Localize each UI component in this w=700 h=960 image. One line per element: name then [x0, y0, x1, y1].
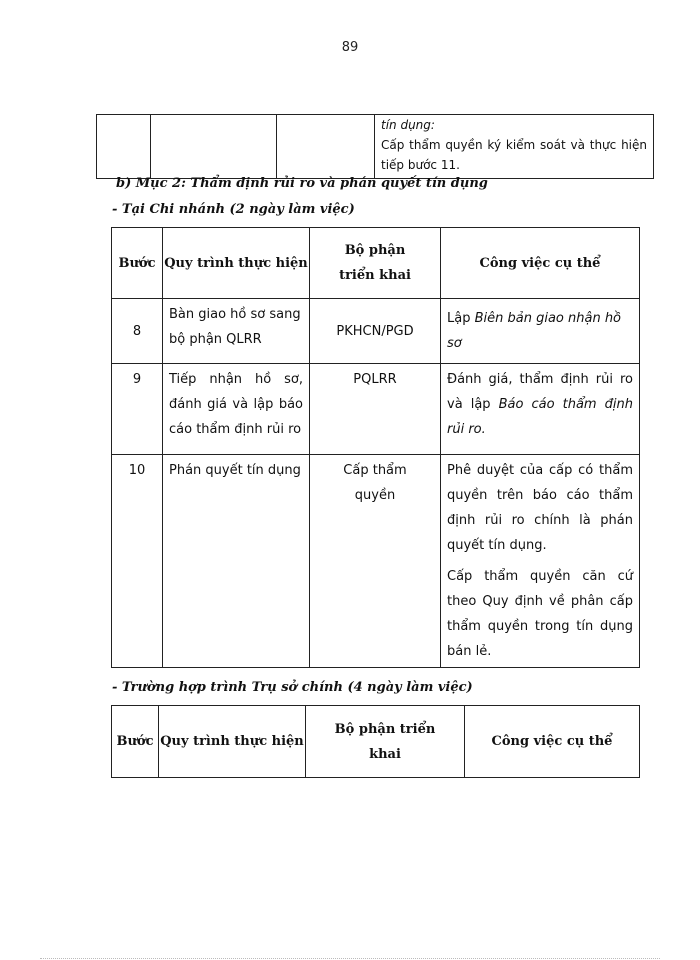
table-header-row [112, 228, 640, 299]
dept-cell: PQLRR [310, 364, 441, 455]
cont-task-cell [375, 115, 654, 179]
branch-title: - Tại Chi nhánh (2 ngày làm việc) [112, 202, 355, 217]
cont-process-cell [151, 115, 277, 179]
head-office-process-table [111, 705, 640, 778]
cont-task-text: Cấp thẩm quyền ký kiểm soát và thực hiện tiếp bước 11. [381, 138, 647, 172]
table-row [112, 299, 640, 364]
task-prefix: Lập [447, 311, 475, 326]
cont-dept-cell [277, 115, 375, 179]
header-task: Công việc cụ thể [441, 228, 640, 299]
header-process: Quy trình thực hiện [163, 228, 310, 299]
task-cell [441, 455, 640, 668]
step-cell: 8 [112, 299, 163, 364]
step-cell: 10 [112, 455, 163, 668]
process-cell: Bàn giao hồ sơ sang bộ phận QLRR [163, 299, 310, 364]
process-cell: Tiếp nhận hồ sơ, đánh giá và lập báo cáo thẩm định rủi ro [163, 364, 310, 455]
section-b-title: b) Mục 2: Thẩm định rủi ro và phán quyết tín dụng [116, 176, 488, 191]
table-row [112, 455, 640, 668]
task-italic: Biên bản giao nhận hồ sơ [447, 311, 622, 351]
dept-cell: Cấp thẩm quyền [310, 455, 441, 668]
cont-task-italic: tín dụng: [381, 118, 435, 132]
dept-cell: PKHCN/PGD [310, 299, 441, 364]
table-row [112, 364, 640, 455]
header-dept: Bộ phận triển khai [306, 706, 465, 778]
task-italic: Báo cáo thẩm định rủi ro. [447, 397, 633, 437]
task-paragraph-1: Phê duyệt của cấp có thẩm quyền trên báo cáo thẩm định rủi ro chính là phán quyết tín dụng. [447, 463, 633, 553]
header-step: Bước [112, 228, 163, 299]
table-row [97, 115, 654, 179]
header-task: Công việc cụ thể [465, 706, 640, 778]
task-paragraph-2: Cấp thẩm quyền căn cứ theo Quy định về phân cấp thẩm quyền trong tín dụng bán lẻ. [447, 569, 633, 659]
header-dept: Bộ phận triển khai [310, 228, 441, 299]
task-cell [441, 364, 640, 455]
table-header-row [112, 706, 640, 778]
process-cell: Phán quyết tín dụng [163, 455, 310, 668]
head-office-title: - Trường hợp trình Trụ sở chính (4 ngày làm việc) [112, 680, 473, 695]
header-step: Bước [112, 706, 159, 778]
page-bottom-divider [40, 958, 660, 959]
task-prefix: Đánh giá, thẩm định rủi ro và lập [447, 372, 633, 412]
header-process: Quy trình thực hiện [159, 706, 306, 778]
step-cell: 9 [112, 364, 163, 455]
branch-process-table [111, 227, 640, 668]
cont-step-cell [97, 115, 151, 179]
page-number: 89 [341, 40, 359, 55]
continuation-table [96, 114, 654, 179]
task-cell [441, 299, 640, 364]
